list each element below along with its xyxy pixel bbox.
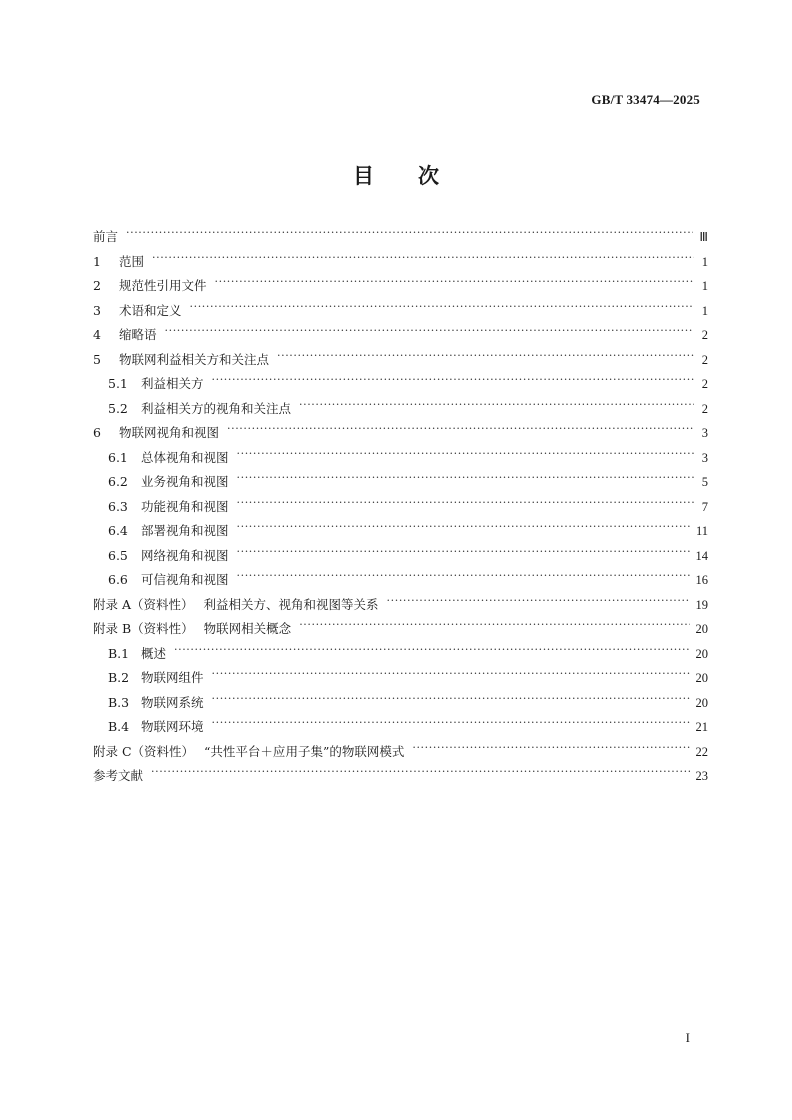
standard-number: GB/T 33474—2025 [591, 92, 700, 107]
toc-entry-number: B.3 [108, 694, 130, 710]
toc-entry-text: 缩略语 [119, 327, 157, 342]
toc-entry-number: 2 [93, 278, 101, 293]
toc-entry-page: Ⅲ [699, 230, 708, 244]
toc-entry[interactable] [93, 472, 708, 497]
toc-entry-annex-prefix: 附录 A（资料性） [93, 596, 194, 612]
toc-entry[interactable] [93, 227, 708, 252]
toc-entry[interactable] [93, 693, 708, 718]
dot-leader [387, 595, 690, 609]
toc-entry[interactable] [93, 619, 708, 644]
toc-entry-text: 参考文献 [93, 768, 144, 783]
dot-leader [237, 570, 690, 584]
dot-leader [165, 325, 694, 339]
dot-leader [299, 619, 689, 633]
toc-entry-annex-prefix: 附录 C（资料性） [93, 743, 195, 759]
toc-entry[interactable] [93, 521, 708, 546]
dot-leader [212, 717, 690, 731]
toc-entry[interactable] [93, 717, 708, 742]
toc-entry-page: 23 [695, 769, 708, 783]
dot-leader [412, 742, 689, 756]
toc-entry-page: 20 [695, 622, 708, 636]
toc-entry[interactable] [93, 766, 708, 791]
toc-entry-page: 19 [695, 597, 708, 612]
toc-entry[interactable] [93, 399, 708, 424]
dot-leader [212, 668, 690, 682]
toc-entry-page: 20 [695, 646, 708, 661]
dot-leader [212, 374, 694, 388]
toc-entry[interactable] [93, 350, 708, 375]
toc-entry[interactable] [93, 742, 708, 767]
toc-entry-text: 利益相关方、视角和视图等关系 [203, 596, 379, 612]
toc-entry-page: 14 [695, 548, 708, 563]
title-char-1: 目 [353, 164, 374, 188]
toc-entry-text: 规范性引用文件 [119, 278, 207, 293]
toc-entry-page: 3 [701, 426, 708, 440]
toc-entry-annex-prefix: 附录 B（资料性） [93, 621, 194, 636]
toc-entry[interactable] [93, 644, 708, 669]
toc-entry-text: 功能视角和视图 [141, 498, 229, 514]
toc-entry-page: 1 [701, 279, 708, 293]
toc-entry-page: 2 [701, 328, 708, 342]
toc-entry-page: 5 [701, 475, 708, 489]
page-number: I [685, 1030, 690, 1045]
dot-leader [212, 693, 690, 707]
toc-entry-number: 6.5 [108, 547, 128, 563]
toc-entry-page: 16 [695, 573, 708, 587]
dot-leader [237, 497, 694, 511]
toc-entry[interactable] [93, 497, 708, 522]
toc-entry-text: 物联网视角和视图 [119, 425, 220, 440]
dot-leader [126, 227, 693, 241]
dot-leader [215, 276, 694, 290]
toc-entry-number: 6.1 [108, 449, 128, 465]
dot-leader [152, 252, 694, 266]
toc-entry-page: 22 [695, 744, 708, 759]
dot-leader [151, 766, 689, 780]
toc-entry[interactable] [93, 252, 708, 277]
toc-entry-page: 20 [695, 671, 708, 685]
toc-entry-text: 物联网系统 [141, 694, 204, 710]
table-of-contents [93, 227, 708, 791]
toc-entry-text: 物联网环境 [141, 719, 204, 734]
toc-entry[interactable] [93, 325, 708, 350]
dot-leader [174, 644, 689, 658]
toc-entry-number: 6 [93, 425, 101, 440]
toc-entry-text: 前言 [93, 229, 119, 244]
toc-entry-text: 可信视角和视图 [141, 572, 229, 587]
toc-entry-page: 11 [695, 524, 708, 538]
toc-entry[interactable] [93, 668, 708, 693]
toc-entry-number: 5.1 [108, 376, 128, 391]
toc-entry-page: 2 [701, 352, 708, 367]
toc-entry-page: 21 [695, 720, 708, 734]
toc-entry-page: 2 [701, 377, 708, 391]
toc-entry-page: 1 [701, 254, 708, 269]
dot-leader [237, 448, 694, 462]
toc-entry-number: B.1 [108, 645, 130, 661]
toc-entry-text: 总体视角和视图 [141, 449, 229, 465]
dot-leader [190, 301, 694, 315]
toc-entry-text: 物联网组件 [141, 670, 204, 685]
toc-entry-number: 5 [93, 351, 101, 367]
toc-entry-number: 6.6 [108, 572, 128, 587]
dot-leader [299, 399, 694, 413]
toc-entry-number: 5.2 [108, 400, 128, 416]
toc-entry[interactable] [93, 276, 708, 301]
toc-entry-text: 范围 [119, 253, 145, 269]
title-char-2: 次 [418, 164, 439, 188]
toc-entry-page: 7 [701, 499, 708, 514]
toc-entry-page: 3 [701, 450, 708, 465]
toc-entry-text: 物联网利益相关方和关注点 [119, 351, 270, 367]
toc-entry[interactable] [93, 374, 708, 399]
toc-entry-number: 1 [93, 253, 101, 269]
page-title [0, 160, 792, 190]
toc-entry-number: 4 [93, 327, 101, 342]
toc-entry-text: 术语和定义 [119, 302, 182, 318]
dot-leader [237, 546, 690, 560]
toc-entry[interactable] [93, 448, 708, 473]
toc-entry-text: 物联网相关概念 [203, 621, 292, 636]
toc-entry[interactable] [93, 301, 708, 326]
toc-entry-text: 部署视角和视图 [141, 523, 229, 538]
toc-entry-number: 6.3 [108, 498, 128, 514]
toc-entry-text: 业务视角和视图 [141, 474, 229, 489]
toc-entry-number: B.2 [108, 670, 130, 685]
toc-entry[interactable] [93, 546, 708, 571]
toc-entry[interactable] [93, 423, 708, 448]
dot-leader [237, 521, 690, 535]
toc-entry-number: 3 [93, 302, 101, 318]
toc-entry-number: 6.2 [108, 474, 128, 489]
toc-entry[interactable] [93, 595, 708, 620]
toc-entry-page: 1 [701, 303, 708, 318]
toc-entry-page: 20 [695, 695, 708, 710]
dot-leader [277, 350, 694, 364]
toc-entry-number: 6.4 [108, 523, 128, 538]
toc-entry-text: “共性平台＋应用子集”的物联网模式 [204, 743, 405, 759]
dot-leader [237, 472, 694, 486]
toc-entry-text: 概述 [141, 645, 167, 661]
toc-entry-text: 网络视角和视图 [141, 547, 229, 563]
toc-entry[interactable] [93, 570, 708, 595]
toc-entry-text: 利益相关方 [141, 376, 204, 391]
toc-entry-text: 利益相关方的视角和关注点 [141, 400, 292, 416]
dot-leader [227, 423, 694, 437]
toc-entry-number: B.4 [108, 719, 130, 734]
toc-entry-page: 2 [701, 401, 708, 416]
